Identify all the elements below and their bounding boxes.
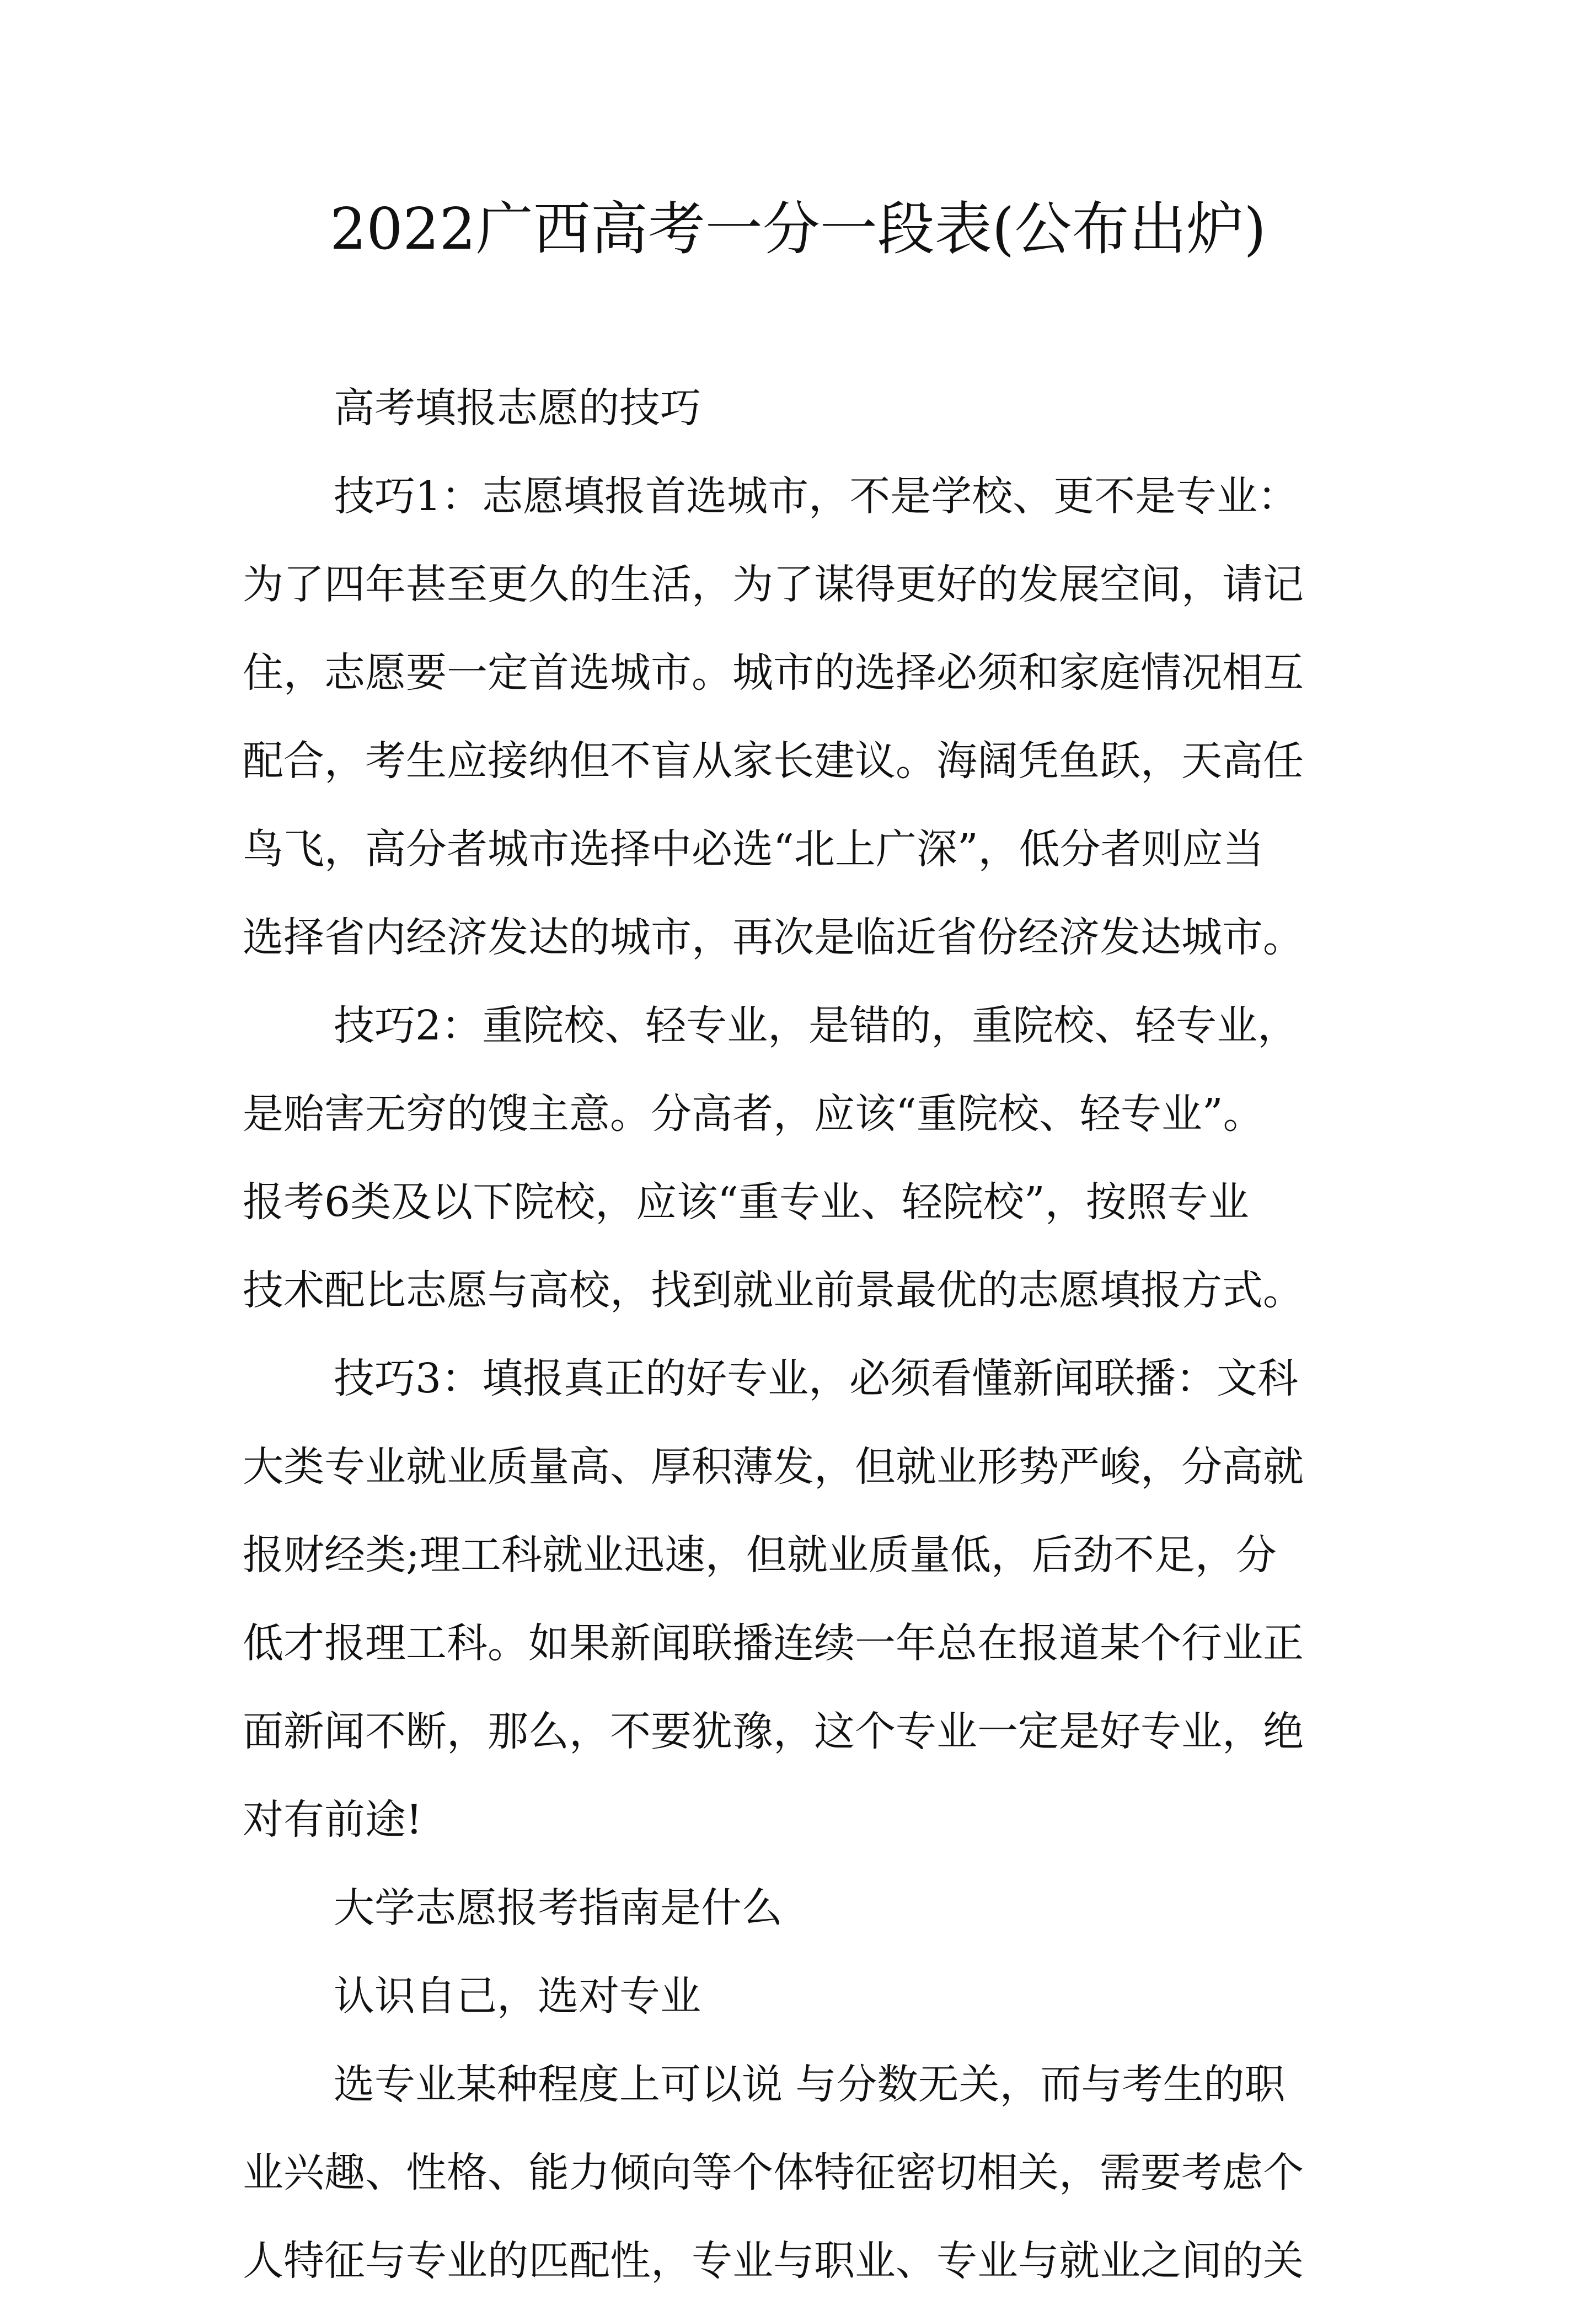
- paragraph-line: 技术配比志愿与高校，找到就业前景最优的志愿填报方式。: [243, 1267, 1304, 1314]
- paragraph-line: 鸟飞，高分者城市选择中必选“北上广深”，低分者则应当: [243, 825, 1264, 873]
- section-heading: 认识自己，选对专业: [334, 1972, 701, 2020]
- paragraph-line: 报考6类及以下院校，应该“重专业、轻院校”，按照专业: [243, 1178, 1249, 1226]
- paragraph-line: 报财经类;理工科就业迅速，但就业质量低，后劲不足，分: [243, 1531, 1277, 1579]
- paragraph-line: 大类专业就业质量高、厚积薄发，但就业形势严峻，分高就: [243, 1443, 1304, 1491]
- paragraph-line: 人特征与专业的匹配性，专业与职业、专业与就业之间的关: [243, 2237, 1304, 2285]
- paragraph-line: 面新闻不断，那么，不要犹豫，这个专业一定是好专业，绝: [243, 1708, 1304, 1755]
- paragraph-line: 低才报理工科。如果新闻联播连续一年总在报道某个行业正: [243, 1620, 1304, 1667]
- document-title: 2022广西高考一分一段表(公布出炉): [330, 195, 1266, 262]
- paragraph-line: 业兴趣、性格、能力倾向等个体特征密切相关，需要考虑个: [243, 2149, 1304, 2196]
- paragraph-line: 为了四年甚至更久的生活，为了谋得更好的发展空间，请记: [243, 561, 1304, 608]
- document-body: [243, 364, 1368, 2305]
- paragraph-line: 配合，考生应接纳但不盲从家长建议。海阔凭鱼跃，天高任: [243, 737, 1304, 785]
- paragraph-line: 技巧2：重院校、轻专业，是错的，重院校、轻专业，: [334, 1002, 1299, 1049]
- paragraph-line: 选专业某种程度上可以说 与分数无关，而与考生的职: [334, 2061, 1286, 2108]
- paragraph-line: 对有前途!: [243, 1796, 422, 1843]
- section-heading: 高考填报志愿的技巧: [334, 384, 701, 432]
- section-heading: 大学志愿报考指南是什么: [334, 1884, 783, 1932]
- paragraph-line: 是贻害无穷的馊主意。分高者，应该“重院校、轻专业”。: [243, 1090, 1264, 1138]
- paragraph-line: 住，志愿要一定首选城市。城市的选择必须和家庭情况相互: [243, 649, 1304, 696]
- paragraph-line: 技巧3：填报真正的好专业，必须看懂新闻联播：文科: [334, 1355, 1299, 1402]
- paragraph-line: 技巧1：志愿填报首选城市，不是学校、更不是专业：: [334, 473, 1299, 520]
- paragraph-line: 选择省内经济发达的城市，再次是临近省份经济发达城市。: [243, 914, 1304, 961]
